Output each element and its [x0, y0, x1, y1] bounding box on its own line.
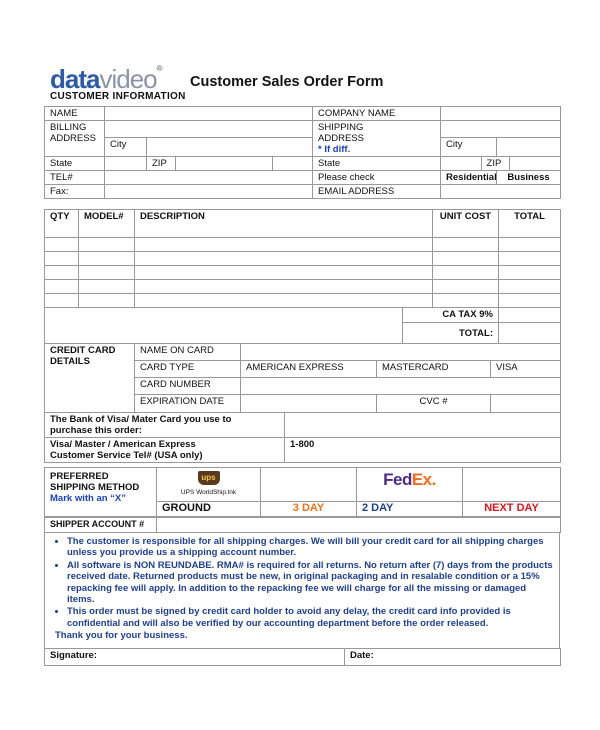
if-diff-note: * If diff.	[318, 144, 351, 155]
totals-table	[44, 307, 561, 344]
item-row	[45, 294, 561, 308]
service-phone-field[interactable]: 1-800	[285, 438, 561, 463]
ups-caption: UPS WorldShip.lnk	[180, 489, 237, 496]
expiration-field[interactable]	[241, 395, 377, 413]
next-day-option[interactable]: NEXT DAY	[463, 502, 561, 517]
amex-option[interactable]: AMERICAN EXPRESS	[241, 361, 377, 378]
card-number-label: CARD NUMBER	[135, 378, 241, 395]
shipping-city-label: City	[441, 137, 497, 156]
shipping-table	[44, 467, 561, 517]
ca-tax-label: CA TAX 9%	[403, 308, 499, 323]
expiration-label: EXPIRATION DATE	[135, 395, 241, 413]
item-row	[45, 238, 561, 252]
ups-logo-cell	[157, 468, 261, 502]
bank-line-2: purchase this order:	[50, 425, 142, 436]
three-day-option[interactable]: 3 DAY	[261, 502, 357, 517]
service-line-2: Customer Service Tel# (USA only)	[50, 450, 203, 461]
total-header: TOTAL	[499, 210, 561, 238]
shipping-label-2: ADDRESS	[318, 133, 364, 144]
state-extra-field[interactable]	[273, 157, 313, 171]
shipping-method-label: SHIPPING METHOD	[50, 482, 140, 493]
model-header: MODEL#	[79, 210, 135, 238]
thank-you-note: Thank you for your business.	[55, 630, 188, 642]
note-item: • The customer is responsible for all shipping charges. We will bill your credit card for all shipping charges unless you provide us a shipping account number.	[67, 536, 553, 559]
name-field[interactable]	[105, 107, 313, 121]
residential-checkbox[interactable]: Residential	[441, 171, 497, 185]
shipping-zip-field[interactable]	[509, 157, 560, 170]
credit-card-label-1: CREDIT CARD	[50, 345, 116, 356]
please-check-label: Please check	[313, 171, 441, 185]
total-label: TOTAL:	[403, 323, 499, 344]
shipper-account-label: SHIPPER ACCOUNT #	[45, 518, 157, 533]
fedex-logo-cell	[357, 468, 463, 502]
date-field[interactable]: Date:	[345, 649, 561, 666]
state-field[interactable]	[105, 157, 147, 171]
name-on-card-field[interactable]	[241, 344, 561, 361]
shipping-address-field[interactable]	[441, 121, 561, 138]
customer-info-heading: CUSTOMER INFORMATION	[50, 91, 186, 102]
zip-label: ZIP	[147, 157, 175, 170]
card-type-label: CARD TYPE	[135, 361, 241, 378]
items-table	[44, 209, 561, 308]
item-row	[45, 266, 561, 280]
ground-option[interactable]: GROUND	[157, 502, 261, 517]
total-field[interactable]	[499, 323, 561, 344]
billing-label-2: ADDRESS	[50, 133, 96, 144]
description-header: DESCRIPTION	[135, 210, 433, 238]
state-label: State	[45, 157, 105, 171]
tel-label: TEL#	[45, 171, 105, 185]
bank-field[interactable]	[285, 413, 561, 438]
datavideo-logo: datavideo®	[50, 64, 162, 94]
bank-line-1: The Bank of Visa/ Mater Card you use to	[50, 414, 232, 425]
zip-field[interactable]	[175, 157, 272, 170]
mastercard-option[interactable]: MASTERCARD	[377, 361, 491, 378]
ca-tax-field[interactable]	[499, 308, 561, 323]
billing-label-1: BILLING	[50, 122, 87, 133]
item-row	[45, 252, 561, 266]
mark-x-label: Mark with an “X”	[50, 493, 127, 504]
billing-address-field[interactable]	[105, 121, 313, 138]
fedex-icon: FedEx.	[383, 470, 436, 489]
shipping-city-field[interactable]	[497, 137, 561, 156]
company-name-label: COMPANY NAME	[313, 107, 441, 121]
business-checkbox[interactable]: Business	[497, 171, 561, 185]
name-label: NAME	[45, 107, 105, 121]
item-row	[45, 280, 561, 294]
city-field[interactable]	[147, 137, 313, 156]
credit-card-table	[44, 343, 561, 413]
cvc-field[interactable]	[491, 395, 561, 413]
unit-cost-header: UNIT COST	[433, 210, 499, 238]
note-item: • All software is NON REUNDABE. RMA# is required for all returns. No return after (7) days from the products received date. Returned products must be new, in original packaging and in resalable condition or a 15% repacking fee will apply. In addition to the repacking fee we will charge for all the missing or damaged items.	[67, 560, 553, 606]
shipping-label-1: SHIPPING	[318, 122, 364, 133]
email-label: EMAIL ADDRESS	[313, 185, 441, 199]
shipper-account-field[interactable]	[157, 518, 561, 533]
form-title: Customer Sales Order Form	[190, 74, 384, 90]
fax-field[interactable]	[105, 185, 313, 199]
tel-field[interactable]	[105, 171, 313, 185]
two-day-option[interactable]: 2 DAY	[357, 502, 463, 517]
preferred-label: PREFERRED	[50, 471, 109, 482]
email-field[interactable]	[441, 185, 561, 199]
signature-field[interactable]: Signature:	[45, 649, 345, 666]
name-on-card-label: NAME ON CARD	[135, 344, 241, 361]
service-line-1: Visa/ Master / American Express	[50, 439, 196, 450]
notes-table	[44, 532, 560, 649]
bank-table	[44, 412, 561, 463]
shipping-state-label: State	[313, 157, 441, 171]
credit-card-label-2: DETAILS	[50, 356, 90, 367]
signature-table	[44, 648, 561, 666]
customer-info-table	[44, 106, 561, 199]
company-name-field[interactable]	[441, 107, 561, 121]
card-number-field[interactable]	[241, 378, 561, 395]
visa-option[interactable]: VISA	[491, 361, 561, 378]
shipper-account-table	[44, 517, 561, 533]
qty-header: QTY	[45, 210, 79, 238]
city-label: City	[105, 137, 147, 156]
cvc-label: CVC #	[377, 395, 491, 413]
shipping-zip-label: ZIP	[481, 157, 509, 170]
shipping-state-field[interactable]	[441, 157, 481, 170]
note-item: • This order must be signed by credit card holder to avoid any delay, the credit card info provided is confidential and will also be verified by our accounting department before the order released.	[67, 606, 553, 629]
fax-label: Fax:	[45, 185, 105, 199]
ups-icon: ups	[198, 471, 220, 485]
